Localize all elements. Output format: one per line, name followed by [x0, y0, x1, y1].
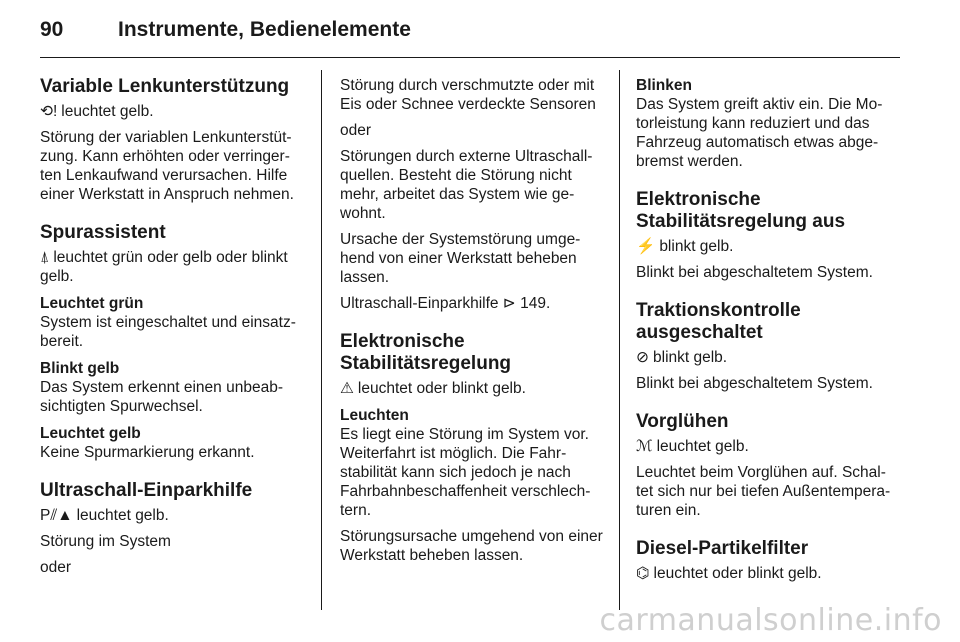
ultra-status — [40, 506, 306, 525]
heading-ultraschall-einparkhilfe: Ultraschall-Einparkhilfe — [40, 480, 253, 501]
vorg-status-text: leuchtet gelb. — [656, 438, 749, 455]
heading-spurassistent: Spurassistent — [40, 222, 166, 243]
lenk-status-text: leuchtet gelb. — [61, 103, 154, 120]
subheading-blinkt-gelb: Blinkt gelb — [40, 360, 120, 377]
diesel-status-text: leuchtet oder blinkt gelb. — [653, 565, 822, 582]
paragraph-ursache: Ursache der Systemstörung umge-hend von einer Werkstatt beheben lassen. — [340, 231, 581, 286]
column-3 — [636, 76, 902, 590]
column-1 — [40, 76, 306, 584]
ultra-line-2: oder — [40, 559, 72, 576]
blinkt-body: Das System erkennt einen unbeab-sichtigten Spurwechsel. — [40, 379, 283, 415]
lenk-status — [40, 102, 306, 121]
page-title: Instrumente, Bedienelemente — [118, 18, 411, 41]
paragraph-reference: Ultraschall-Einparkhilfe ⊳ 149. — [340, 295, 551, 312]
trak-body: Blinkt bei abgeschaltetem System. — [636, 375, 873, 392]
header-rule — [40, 57, 900, 58]
trak-status — [636, 348, 902, 367]
diesel-filter-icon: ⌬ — [636, 565, 650, 582]
esp-off-icon: ⚡ — [636, 238, 656, 255]
esp-status-text: leuchtet oder blinkt gelb. — [357, 380, 526, 397]
paragraph-stoerungsursache: Störungsursache umgehend von einer Werkstatt beheben lassen. — [340, 528, 603, 564]
ultra-status-text: leuchtet gelb. — [76, 507, 169, 524]
heading-variable-lenkunterstuetzung: Variable Lenkunterstützung — [40, 76, 290, 97]
paragraph-sensors: Störung durch verschmutzte oder mit Eis oder Schnee verdeckte Sensoren — [340, 77, 596, 113]
espaus-status — [636, 237, 902, 256]
glow-plug-icon: ℳ — [636, 438, 653, 455]
subheading-leuchtet-gruen: Leuchtet grün — [40, 295, 144, 312]
page-number: 90 — [40, 18, 64, 41]
espaus-status-text: blinkt gelb. — [659, 238, 734, 255]
heading-line-2: Stabilitätsregelung — [340, 353, 512, 374]
vorg-status — [636, 437, 902, 456]
lenk-body: Störung der variablen Lenkunterstüt-zung. Kann erhöhten oder verringer-ten Lenkaufwand verursachen. Hilfe einer Werkstatt in Anspruch nehmen. — [40, 129, 294, 203]
gelb-body: Keine Spurmarkierung erkannt. — [40, 444, 255, 461]
esp-status — [340, 379, 606, 398]
espaus-body: Blinkt bei abgeschaltetem System. — [636, 264, 873, 281]
heading-line-1: Traktionskontrolle — [636, 300, 801, 321]
gruen-body: System ist eingeschaltet und einsatz-bereit. — [40, 314, 296, 350]
paragraph-oder: oder — [340, 122, 372, 139]
watermark: carmanualsonline.info — [599, 603, 942, 638]
traction-off-icon: ⊘ — [636, 349, 649, 366]
subheading-blinken: Blinken — [636, 77, 692, 94]
heading-esp-aus — [636, 189, 902, 233]
leuchten-body: Es liegt eine Störung im System vor. Weiterfahrt ist möglich. Die Fahr-stabilität kann sich jedoch je nach Fahrbahnbeschaffenheit verschlech-tern. — [340, 426, 591, 519]
heading-line-1: Elektronische — [636, 189, 761, 210]
column-divider — [619, 70, 620, 610]
vorg-body: Leuchtet beim Vorglühen auf. Schal-tet sich nur bei tiefen Außentempera-turen ein. — [636, 464, 891, 519]
spur-status-text: leuchtet grün oder gelb oder blinkt gelb. — [40, 249, 288, 285]
heading-traktionskontrolle — [636, 300, 902, 344]
parking-assist-icon: P⫽▲ — [40, 507, 73, 524]
heading-vorgluehen: Vorglühen — [636, 411, 729, 432]
column-2 — [340, 76, 606, 572]
heading-line-2: Stabilitätsregelung aus — [636, 211, 846, 232]
subheading-leuchten: Leuchten — [340, 407, 409, 424]
heading-diesel-partikelfilter: Diesel-Partikelfilter — [636, 538, 809, 559]
ultra-line-1: Störung im System — [40, 533, 171, 550]
heading-line-1: Elektronische — [340, 331, 465, 352]
esp-icon: ⚠ — [340, 380, 354, 397]
trak-status-text: blinkt gelb. — [653, 349, 728, 366]
heading-elektronische-stabilitaetsregelung — [340, 331, 606, 375]
steering-warning-icon: ⟲! — [40, 103, 58, 120]
lane-assist-icon: ⍋ — [40, 249, 50, 266]
diesel-status — [636, 564, 902, 583]
column-divider — [321, 70, 322, 610]
paragraph-ultraschallquellen: Störungen durch externe Ultraschall-quellen. Besteht die Störung nicht mehr, arbeitet das System wie ge-wohnt. — [340, 148, 593, 222]
heading-line-2: ausgeschaltet — [636, 322, 763, 343]
subheading-leuchtet-gelb: Leuchtet gelb — [40, 425, 141, 442]
blinken-body: Das System greift aktiv ein. Die Mo-torleistung kann reduziert und das Fahrzeug automatisch etwas abge-bremst werden. — [636, 96, 883, 170]
spur-status — [40, 248, 306, 286]
